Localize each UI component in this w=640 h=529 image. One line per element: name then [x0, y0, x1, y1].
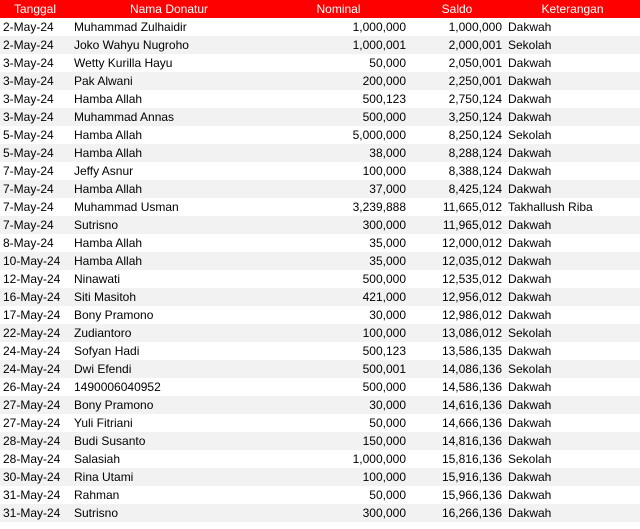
- cell-nama-donatur: Rina Utami: [70, 468, 268, 486]
- cell-keterangan: Dakwah: [505, 378, 640, 396]
- cell-nama-donatur: Budi Susanto: [70, 432, 268, 450]
- header-tanggal: Tanggal: [0, 0, 70, 18]
- cell-nominal: 100,000: [268, 468, 409, 486]
- cell-nama-donatur: Hamba Allah: [70, 234, 268, 252]
- cell-tanggal: 7-May-24: [0, 198, 70, 216]
- table-row: [0, 162, 640, 180]
- cell-tanggal: 27-May-24: [0, 396, 70, 414]
- table-row: [0, 450, 640, 468]
- table-row: [0, 288, 640, 306]
- table-row: [0, 270, 640, 288]
- table-row: [0, 18, 640, 36]
- cell-tanggal: 31-May-24: [0, 504, 70, 522]
- cell-nominal: 35,000: [268, 252, 409, 270]
- cell-nominal: 35,000: [268, 234, 409, 252]
- cell-saldo: 12,000,012: [409, 234, 505, 252]
- cell-keterangan: Dakwah: [505, 414, 640, 432]
- cell-saldo: 14,086,136: [409, 360, 505, 378]
- cell-keterangan: Dakwah: [505, 396, 640, 414]
- cell-nominal: 421,000: [268, 288, 409, 306]
- cell-keterangan: Dakwah: [505, 54, 640, 72]
- cell-nominal: 1,000,000: [268, 18, 409, 36]
- table-body: [0, 18, 640, 522]
- cell-nominal: 50,000: [268, 486, 409, 504]
- cell-tanggal: 16-May-24: [0, 288, 70, 306]
- cell-saldo: 14,666,136: [409, 414, 505, 432]
- cell-nama-donatur: Sofyan Hadi: [70, 342, 268, 360]
- cell-nama-donatur: Muhammad Annas: [70, 108, 268, 126]
- cell-keterangan: Dakwah: [505, 252, 640, 270]
- cell-nama-donatur: Muhammad Usman: [70, 198, 268, 216]
- cell-saldo: 8,388,124: [409, 162, 505, 180]
- cell-keterangan: Dakwah: [505, 306, 640, 324]
- header-nominal: Nominal: [268, 0, 409, 18]
- cell-nama-donatur: Hamba Allah: [70, 180, 268, 198]
- cell-tanggal: 26-May-24: [0, 378, 70, 396]
- cell-nama-donatur: Bony Pramono: [70, 306, 268, 324]
- table-row: [0, 234, 640, 252]
- cell-tanggal: 31-May-24: [0, 486, 70, 504]
- cell-tanggal: 28-May-24: [0, 450, 70, 468]
- cell-saldo: 2,000,001: [409, 36, 505, 54]
- cell-nama-donatur: Sutrisno: [70, 216, 268, 234]
- cell-nominal: 38,000: [268, 144, 409, 162]
- cell-saldo: 1,000,000: [409, 18, 505, 36]
- cell-nominal: 200,000: [268, 72, 409, 90]
- cell-nominal: 3,239,888: [268, 198, 409, 216]
- cell-nominal: 30,000: [268, 306, 409, 324]
- cell-tanggal: 10-May-24: [0, 252, 70, 270]
- header-row: [0, 0, 640, 18]
- cell-nominal: 500,000: [268, 270, 409, 288]
- cell-nama-donatur: Hamba Allah: [70, 252, 268, 270]
- cell-keterangan: Dakwah: [505, 504, 640, 522]
- table-row: [0, 414, 640, 432]
- cell-saldo: 13,086,012: [409, 324, 505, 342]
- table-row: [0, 108, 640, 126]
- cell-saldo: 14,586,136: [409, 378, 505, 396]
- cell-keterangan: Dakwah: [505, 108, 640, 126]
- cell-nama-donatur: Hamba Allah: [70, 144, 268, 162]
- table-row: [0, 198, 640, 216]
- table-row: [0, 432, 640, 450]
- cell-saldo: 11,965,012: [409, 216, 505, 234]
- cell-tanggal: 5-May-24: [0, 126, 70, 144]
- cell-keterangan: Takhallush Riba: [505, 198, 640, 216]
- cell-tanggal: 5-May-24: [0, 144, 70, 162]
- cell-saldo: 2,750,124: [409, 90, 505, 108]
- cell-tanggal: 27-May-24: [0, 414, 70, 432]
- cell-keterangan: Dakwah: [505, 144, 640, 162]
- cell-tanggal: 2-May-24: [0, 18, 70, 36]
- cell-tanggal: 24-May-24: [0, 342, 70, 360]
- cell-nama-donatur: Hamba Allah: [70, 90, 268, 108]
- header-nama-donatur: Nama Donatur: [70, 0, 268, 18]
- cell-nama-donatur: Zudiantoro: [70, 324, 268, 342]
- cell-saldo: 16,266,136: [409, 504, 505, 522]
- cell-nominal: 100,000: [268, 162, 409, 180]
- cell-nominal: 300,000: [268, 504, 409, 522]
- cell-nama-donatur: Rahman: [70, 486, 268, 504]
- cell-saldo: 13,586,135: [409, 342, 505, 360]
- cell-nama-donatur: 1490006040952: [70, 378, 268, 396]
- cell-saldo: 15,916,136: [409, 468, 505, 486]
- cell-keterangan: Sekolah: [505, 324, 640, 342]
- table-row: [0, 252, 640, 270]
- cell-keterangan: Dakwah: [505, 468, 640, 486]
- cell-keterangan: Dakwah: [505, 180, 640, 198]
- cell-tanggal: 17-May-24: [0, 306, 70, 324]
- cell-tanggal: 3-May-24: [0, 54, 70, 72]
- cell-nominal: 5,000,000: [268, 126, 409, 144]
- table-row: [0, 486, 640, 504]
- table-row: [0, 360, 640, 378]
- table-row: [0, 126, 640, 144]
- cell-keterangan: Dakwah: [505, 90, 640, 108]
- cell-saldo: 15,966,136: [409, 486, 505, 504]
- cell-nama-donatur: Siti Masitoh: [70, 288, 268, 306]
- cell-saldo: 15,816,136: [409, 450, 505, 468]
- cell-saldo: 12,956,012: [409, 288, 505, 306]
- table-row: [0, 216, 640, 234]
- cell-nominal: 150,000: [268, 432, 409, 450]
- cell-nama-donatur: Joko Wahyu Nugroho: [70, 36, 268, 54]
- cell-nominal: 50,000: [268, 54, 409, 72]
- cell-tanggal: 28-May-24: [0, 432, 70, 450]
- cell-saldo: 14,816,136: [409, 432, 505, 450]
- cell-keterangan: Dakwah: [505, 18, 640, 36]
- table-header: [0, 0, 640, 18]
- cell-nama-donatur: Wetty Kurilla Hayu: [70, 54, 268, 72]
- cell-tanggal: 8-May-24: [0, 234, 70, 252]
- cell-saldo: 12,035,012: [409, 252, 505, 270]
- cell-nominal: 30,000: [268, 396, 409, 414]
- cell-nominal: 500,000: [268, 108, 409, 126]
- cell-tanggal: 30-May-24: [0, 468, 70, 486]
- cell-nama-donatur: Jeffy Asnur: [70, 162, 268, 180]
- cell-keterangan: Sekolah: [505, 126, 640, 144]
- cell-saldo: 12,986,012: [409, 306, 505, 324]
- cell-keterangan: Dakwah: [505, 216, 640, 234]
- cell-keterangan: Dakwah: [505, 342, 640, 360]
- cell-tanggal: 22-May-24: [0, 324, 70, 342]
- cell-nama-donatur: Salasiah: [70, 450, 268, 468]
- cell-tanggal: 3-May-24: [0, 72, 70, 90]
- cell-nama-donatur: Yuli Fitriani: [70, 414, 268, 432]
- cell-nominal: 50,000: [268, 414, 409, 432]
- cell-nominal: 1,000,001: [268, 36, 409, 54]
- cell-keterangan: Dakwah: [505, 288, 640, 306]
- header-keterangan: Keterangan: [505, 0, 640, 18]
- cell-nominal: 500,123: [268, 342, 409, 360]
- cell-nominal: 37,000: [268, 180, 409, 198]
- cell-saldo: 3,250,124: [409, 108, 505, 126]
- table-row: [0, 324, 640, 342]
- cell-saldo: 2,250,001: [409, 72, 505, 90]
- cell-nama-donatur: Sutrisno: [70, 504, 268, 522]
- cell-tanggal: 24-May-24: [0, 360, 70, 378]
- table-row: [0, 72, 640, 90]
- cell-nominal: 1,000,000: [268, 450, 409, 468]
- cell-tanggal: 12-May-24: [0, 270, 70, 288]
- cell-saldo: 11,665,012: [409, 198, 505, 216]
- cell-keterangan: Dakwah: [505, 234, 640, 252]
- cell-tanggal: 3-May-24: [0, 108, 70, 126]
- cell-nama-donatur: Muhammad Zulhaidir: [70, 18, 268, 36]
- cell-keterangan: Dakwah: [505, 162, 640, 180]
- cell-nominal: 500,000: [268, 378, 409, 396]
- cell-saldo: 14,616,136: [409, 396, 505, 414]
- table-row: [0, 54, 640, 72]
- table-row: [0, 90, 640, 108]
- table-row: [0, 180, 640, 198]
- cell-tanggal: 7-May-24: [0, 162, 70, 180]
- table-row: [0, 306, 640, 324]
- cell-tanggal: 7-May-24: [0, 180, 70, 198]
- table-row: [0, 378, 640, 396]
- header-saldo: Saldo: [409, 0, 505, 18]
- cell-keterangan: Dakwah: [505, 270, 640, 288]
- cell-tanggal: 2-May-24: [0, 36, 70, 54]
- cell-nama-donatur: Hamba Allah: [70, 126, 268, 144]
- cell-nama-donatur: Dwi Efendi: [70, 360, 268, 378]
- cell-keterangan: Dakwah: [505, 72, 640, 90]
- cell-keterangan: Sekolah: [505, 36, 640, 54]
- cell-nama-donatur: Bony Pramono: [70, 396, 268, 414]
- cell-tanggal: 7-May-24: [0, 216, 70, 234]
- cell-nama-donatur: Pak Alwani: [70, 72, 268, 90]
- cell-nominal: 500,001: [268, 360, 409, 378]
- cell-tanggal: 3-May-24: [0, 90, 70, 108]
- cell-keterangan: Sekolah: [505, 450, 640, 468]
- cell-nominal: 300,000: [268, 216, 409, 234]
- table-row: [0, 36, 640, 54]
- cell-saldo: 8,425,124: [409, 180, 505, 198]
- table-row: [0, 504, 640, 522]
- cell-keterangan: Dakwah: [505, 432, 640, 450]
- cell-saldo: 8,288,124: [409, 144, 505, 162]
- cell-saldo: 2,050,001: [409, 54, 505, 72]
- cell-saldo: 8,250,124: [409, 126, 505, 144]
- table-row: [0, 468, 640, 486]
- cell-saldo: 12,535,012: [409, 270, 505, 288]
- cell-nominal: 100,000: [268, 324, 409, 342]
- cell-keterangan: Sekolah: [505, 360, 640, 378]
- table-row: [0, 342, 640, 360]
- table-row: [0, 396, 640, 414]
- table-row: [0, 144, 640, 162]
- cell-nama-donatur: Ninawati: [70, 270, 268, 288]
- cell-keterangan: Dakwah: [505, 486, 640, 504]
- cell-nominal: 500,123: [268, 90, 409, 108]
